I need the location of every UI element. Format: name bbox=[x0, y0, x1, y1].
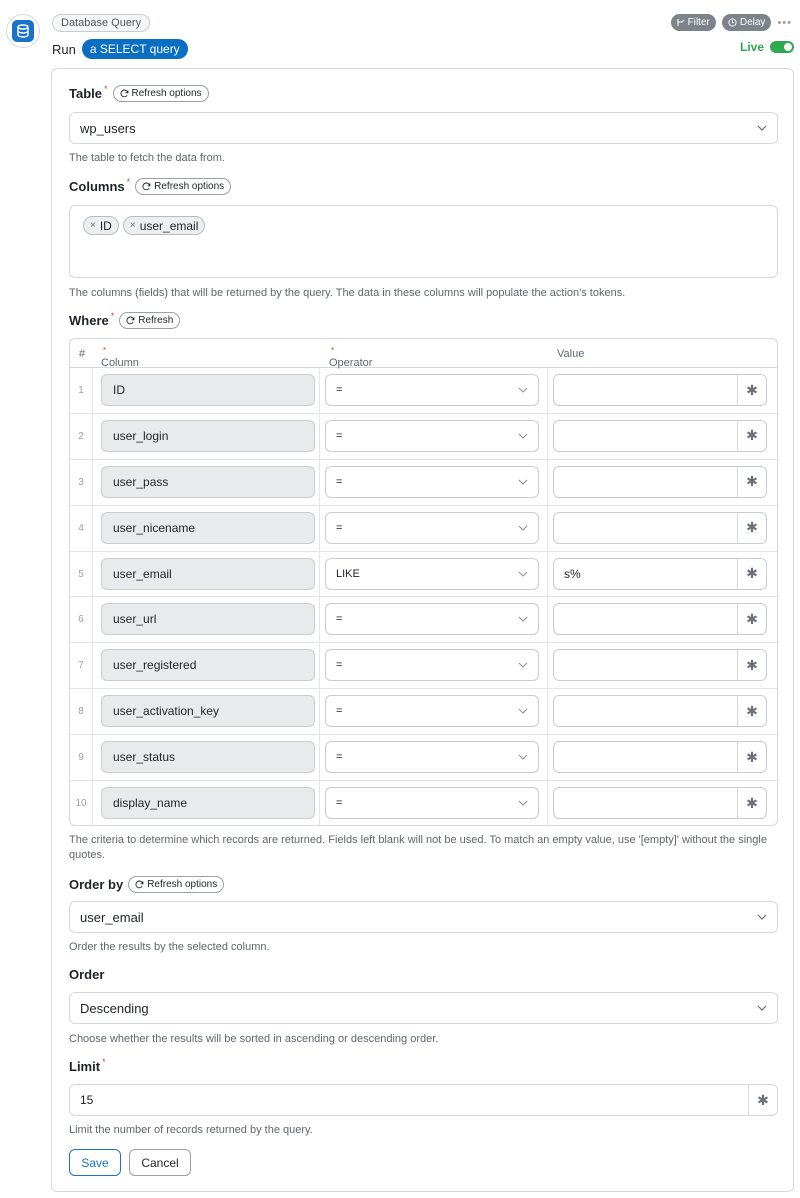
token-asterisk-icon[interactable]: ✱ bbox=[737, 650, 766, 680]
value-cell bbox=[548, 781, 778, 826]
delay-button[interactable] bbox=[722, 14, 772, 31]
required-mark: * bbox=[110, 310, 115, 321]
clock-icon bbox=[728, 18, 737, 27]
column-cell bbox=[93, 735, 320, 780]
operator-value: = bbox=[336, 797, 343, 810]
column-cell bbox=[93, 506, 320, 551]
chevron-down-icon bbox=[518, 433, 528, 439]
operator-value: = bbox=[336, 521, 343, 534]
operator-cell bbox=[320, 643, 548, 688]
value-cell bbox=[548, 735, 778, 780]
table-row bbox=[70, 781, 777, 826]
row-number: 3 bbox=[70, 460, 93, 505]
table-row bbox=[70, 460, 777, 506]
header-operator-text: Operator bbox=[329, 357, 373, 369]
column-tag bbox=[83, 216, 119, 235]
chevron-down-icon bbox=[518, 754, 528, 760]
action-select-pill[interactable]: a SELECT query bbox=[82, 39, 188, 59]
refresh-label: Refresh options bbox=[154, 181, 225, 192]
column-cell bbox=[93, 368, 320, 413]
value-input[interactable] bbox=[553, 741, 767, 773]
token-asterisk-icon[interactable]: ✱ bbox=[737, 696, 766, 726]
header-operator bbox=[329, 346, 373, 369]
value-cell bbox=[548, 368, 778, 413]
where-rows bbox=[70, 368, 777, 826]
required-mark: * bbox=[103, 346, 107, 355]
operator-select[interactable] bbox=[325, 695, 539, 727]
operator-cell bbox=[320, 552, 548, 597]
operator-cell bbox=[320, 506, 548, 551]
row-number: 6 bbox=[70, 597, 93, 642]
row-number: 4 bbox=[70, 506, 93, 551]
required-mark: * bbox=[331, 346, 335, 355]
limit-help-text: Limit the number of records returned by the query. bbox=[69, 1124, 313, 1136]
remove-tag-icon[interactable]: × bbox=[129, 220, 136, 231]
column-name-field: user_nicename bbox=[101, 512, 315, 544]
column-name-field: user_login bbox=[101, 420, 315, 452]
column-name-field: user_registered bbox=[101, 649, 315, 681]
run-row bbox=[52, 39, 188, 59]
value-text: s% bbox=[564, 566, 581, 581]
column-name-field: ID bbox=[101, 374, 315, 406]
where-criteria-table bbox=[69, 338, 778, 826]
operator-select[interactable] bbox=[325, 512, 539, 544]
limit-input[interactable] bbox=[69, 1084, 778, 1116]
column-cell bbox=[93, 552, 320, 597]
operator-value: = bbox=[336, 659, 343, 672]
filter-icon bbox=[677, 18, 685, 27]
chevron-down-icon bbox=[757, 1005, 767, 1011]
order-by-refresh-button[interactable] bbox=[128, 876, 224, 893]
token-asterisk-icon[interactable]: ✱ bbox=[737, 421, 766, 451]
limit-field-label bbox=[69, 1056, 106, 1074]
table-row bbox=[70, 597, 777, 643]
row-number: 2 bbox=[70, 414, 93, 459]
value-input[interactable] bbox=[553, 558, 767, 590]
refresh-icon bbox=[142, 182, 151, 191]
value-input[interactable] bbox=[553, 695, 767, 727]
chevron-down-icon bbox=[518, 800, 528, 806]
refresh-label: Refresh options bbox=[147, 879, 218, 890]
column-cell bbox=[93, 689, 320, 734]
table-row bbox=[70, 552, 777, 598]
value-cell bbox=[548, 552, 778, 597]
chevron-down-icon bbox=[518, 525, 528, 531]
table-refresh-button[interactable] bbox=[113, 85, 209, 102]
token-asterisk-icon[interactable]: ✱ bbox=[737, 604, 766, 634]
filter-label: Filter bbox=[687, 17, 710, 28]
required-mark: * bbox=[104, 83, 108, 94]
operator-select[interactable] bbox=[325, 741, 539, 773]
value-input[interactable] bbox=[553, 603, 767, 635]
query-settings-panel bbox=[51, 68, 794, 1192]
chevron-down-icon bbox=[518, 479, 528, 485]
operator-cell bbox=[320, 735, 548, 780]
chevron-down-icon bbox=[757, 125, 767, 131]
value-cell bbox=[548, 643, 778, 688]
refresh-icon bbox=[135, 880, 144, 889]
column-cell bbox=[93, 414, 320, 459]
column-tag bbox=[123, 216, 206, 235]
chevron-down-icon bbox=[518, 571, 528, 577]
value-input[interactable] bbox=[553, 374, 767, 406]
column-name-field: user_status bbox=[101, 741, 315, 773]
operator-cell bbox=[320, 597, 548, 642]
save-button[interactable]: Save bbox=[69, 1149, 121, 1176]
order-by-field-label bbox=[69, 876, 224, 893]
token-asterisk-icon[interactable]: ✱ bbox=[737, 742, 766, 772]
value-input[interactable] bbox=[553, 466, 767, 498]
row-number: 7 bbox=[70, 643, 93, 688]
column-name-field: user_email bbox=[101, 558, 315, 590]
operator-select[interactable] bbox=[325, 374, 539, 406]
order-by-select[interactable] bbox=[69, 901, 778, 933]
step-name-badge[interactable]: Database Query bbox=[52, 14, 150, 32]
operator-cell bbox=[320, 414, 548, 459]
table-label-text: Table bbox=[69, 86, 102, 101]
row-number: 9 bbox=[70, 735, 93, 780]
token-asterisk-icon[interactable]: ✱ bbox=[748, 1085, 777, 1115]
column-tag-label: user_email bbox=[139, 218, 199, 233]
order-by-select-value: user_email bbox=[80, 909, 144, 925]
column-cell bbox=[93, 643, 320, 688]
operator-value: = bbox=[336, 705, 343, 718]
operator-value: LIKE bbox=[336, 567, 360, 580]
order-help-text: Choose whether the results will be sorted in ascending or descending order. bbox=[69, 1033, 439, 1045]
table-select-value: wp_users bbox=[80, 120, 136, 136]
live-toggle[interactable] bbox=[770, 41, 794, 53]
where-help-text: The criteria to determine which records are returned. Fields left blank will not be used. To match an empty value, use '[empty]' without the single quotes. bbox=[69, 834, 767, 861]
refresh-label: Refresh options bbox=[131, 88, 202, 99]
header-num: # bbox=[79, 348, 86, 360]
value-input[interactable] bbox=[553, 420, 767, 452]
chevron-down-icon bbox=[518, 662, 528, 668]
column-name-field: user_url bbox=[101, 603, 315, 635]
database-app-icon bbox=[6, 14, 40, 48]
row-number: 10 bbox=[70, 781, 93, 826]
table-select[interactable] bbox=[69, 112, 778, 144]
order-by-label-text: Order by bbox=[69, 877, 124, 892]
filter-button[interactable] bbox=[671, 14, 716, 31]
row-number: 5 bbox=[70, 552, 93, 597]
operator-cell bbox=[320, 781, 548, 826]
operator-value: = bbox=[336, 475, 343, 488]
columns-multiselect[interactable] bbox=[69, 205, 778, 278]
columns-refresh-button[interactable] bbox=[135, 178, 231, 195]
table-header bbox=[70, 339, 777, 368]
cancel-button[interactable]: Cancel bbox=[129, 1149, 191, 1176]
value-cell bbox=[548, 689, 778, 734]
columns-field-label bbox=[69, 178, 231, 195]
table-row bbox=[70, 735, 777, 781]
header-column-text: Column bbox=[101, 357, 139, 369]
where-refresh-button[interactable] bbox=[119, 312, 180, 329]
column-tag-label: ID bbox=[99, 218, 112, 233]
token-asterisk-icon[interactable]: ✱ bbox=[737, 788, 766, 818]
header-value: Value bbox=[557, 348, 585, 360]
order-select[interactable] bbox=[69, 992, 778, 1024]
table-row bbox=[70, 368, 777, 414]
run-label: Run bbox=[52, 41, 76, 57]
table-row bbox=[70, 643, 777, 689]
table-row bbox=[70, 506, 777, 552]
limit-label-text: Limit bbox=[69, 1059, 101, 1074]
order-by-help-text: Order the results by the selected column. bbox=[69, 941, 270, 953]
where-field-label bbox=[69, 312, 180, 329]
order-label-text: Order bbox=[69, 967, 105, 982]
operator-value: = bbox=[336, 613, 343, 626]
delay-label: Delay bbox=[739, 17, 766, 28]
operator-select[interactable] bbox=[325, 603, 539, 635]
columns-help-text: The columns (fields) that will be returned by the query. The data in these columns will populate the action's tokens. bbox=[69, 287, 626, 299]
required-mark: * bbox=[126, 176, 131, 187]
column-cell bbox=[93, 460, 320, 505]
chevron-down-icon bbox=[757, 914, 767, 920]
operator-select[interactable] bbox=[325, 558, 539, 590]
operator-value: = bbox=[336, 429, 343, 442]
row-number: 1 bbox=[70, 368, 93, 413]
operator-cell bbox=[320, 460, 548, 505]
column-name-field: display_name bbox=[101, 787, 315, 819]
token-asterisk-icon[interactable]: ✱ bbox=[737, 375, 766, 405]
column-cell bbox=[93, 781, 320, 826]
order-select-value: Descending bbox=[80, 1000, 149, 1016]
token-asterisk-icon[interactable]: ✱ bbox=[737, 559, 766, 589]
live-label: Live bbox=[739, 40, 764, 54]
refresh-icon bbox=[120, 89, 129, 98]
live-toggle-row bbox=[740, 40, 794, 54]
token-asterisk-icon[interactable]: ✱ bbox=[737, 513, 766, 543]
value-cell bbox=[548, 597, 778, 642]
columns-label-text: Columns bbox=[69, 179, 125, 194]
row-number: 8 bbox=[70, 689, 93, 734]
token-asterisk-icon[interactable]: ✱ bbox=[737, 467, 766, 497]
value-cell bbox=[548, 414, 778, 459]
operator-cell bbox=[320, 368, 548, 413]
column-name-field: user_activation_key bbox=[101, 695, 315, 727]
operator-select[interactable] bbox=[325, 420, 539, 452]
where-label-text: Where bbox=[69, 313, 109, 328]
column-cell bbox=[93, 597, 320, 642]
table-field-label bbox=[69, 85, 209, 102]
operator-value: = bbox=[336, 751, 343, 764]
operator-select[interactable] bbox=[325, 466, 539, 498]
header-column bbox=[101, 346, 139, 369]
chevron-down-icon bbox=[518, 708, 528, 714]
operator-value: = bbox=[336, 384, 343, 396]
remove-tag-icon[interactable]: × bbox=[90, 220, 96, 231]
required-mark: * bbox=[102, 1056, 106, 1067]
value-input[interactable] bbox=[553, 512, 767, 544]
database-icon bbox=[16, 24, 30, 38]
limit-value: 15 bbox=[80, 1093, 94, 1107]
step-toolbar bbox=[671, 14, 792, 31]
refresh-icon bbox=[126, 316, 135, 325]
table-help-text: The table to fetch the data from. bbox=[69, 152, 225, 164]
more-options-icon[interactable]: ••• bbox=[777, 16, 792, 29]
table-row bbox=[70, 414, 777, 460]
value-cell bbox=[548, 460, 778, 505]
refresh-label: Refresh bbox=[138, 315, 174, 326]
operator-select[interactable] bbox=[325, 787, 539, 819]
chevron-down-icon bbox=[518, 616, 528, 622]
table-row bbox=[70, 689, 777, 735]
column-name-field: user_pass bbox=[101, 466, 315, 498]
operator-cell bbox=[320, 689, 548, 734]
value-input[interactable] bbox=[553, 787, 767, 819]
chevron-down-icon bbox=[518, 387, 528, 393]
value-input[interactable] bbox=[553, 649, 767, 681]
value-cell bbox=[548, 506, 778, 551]
operator-select[interactable] bbox=[325, 649, 539, 681]
order-field-label bbox=[69, 967, 104, 982]
